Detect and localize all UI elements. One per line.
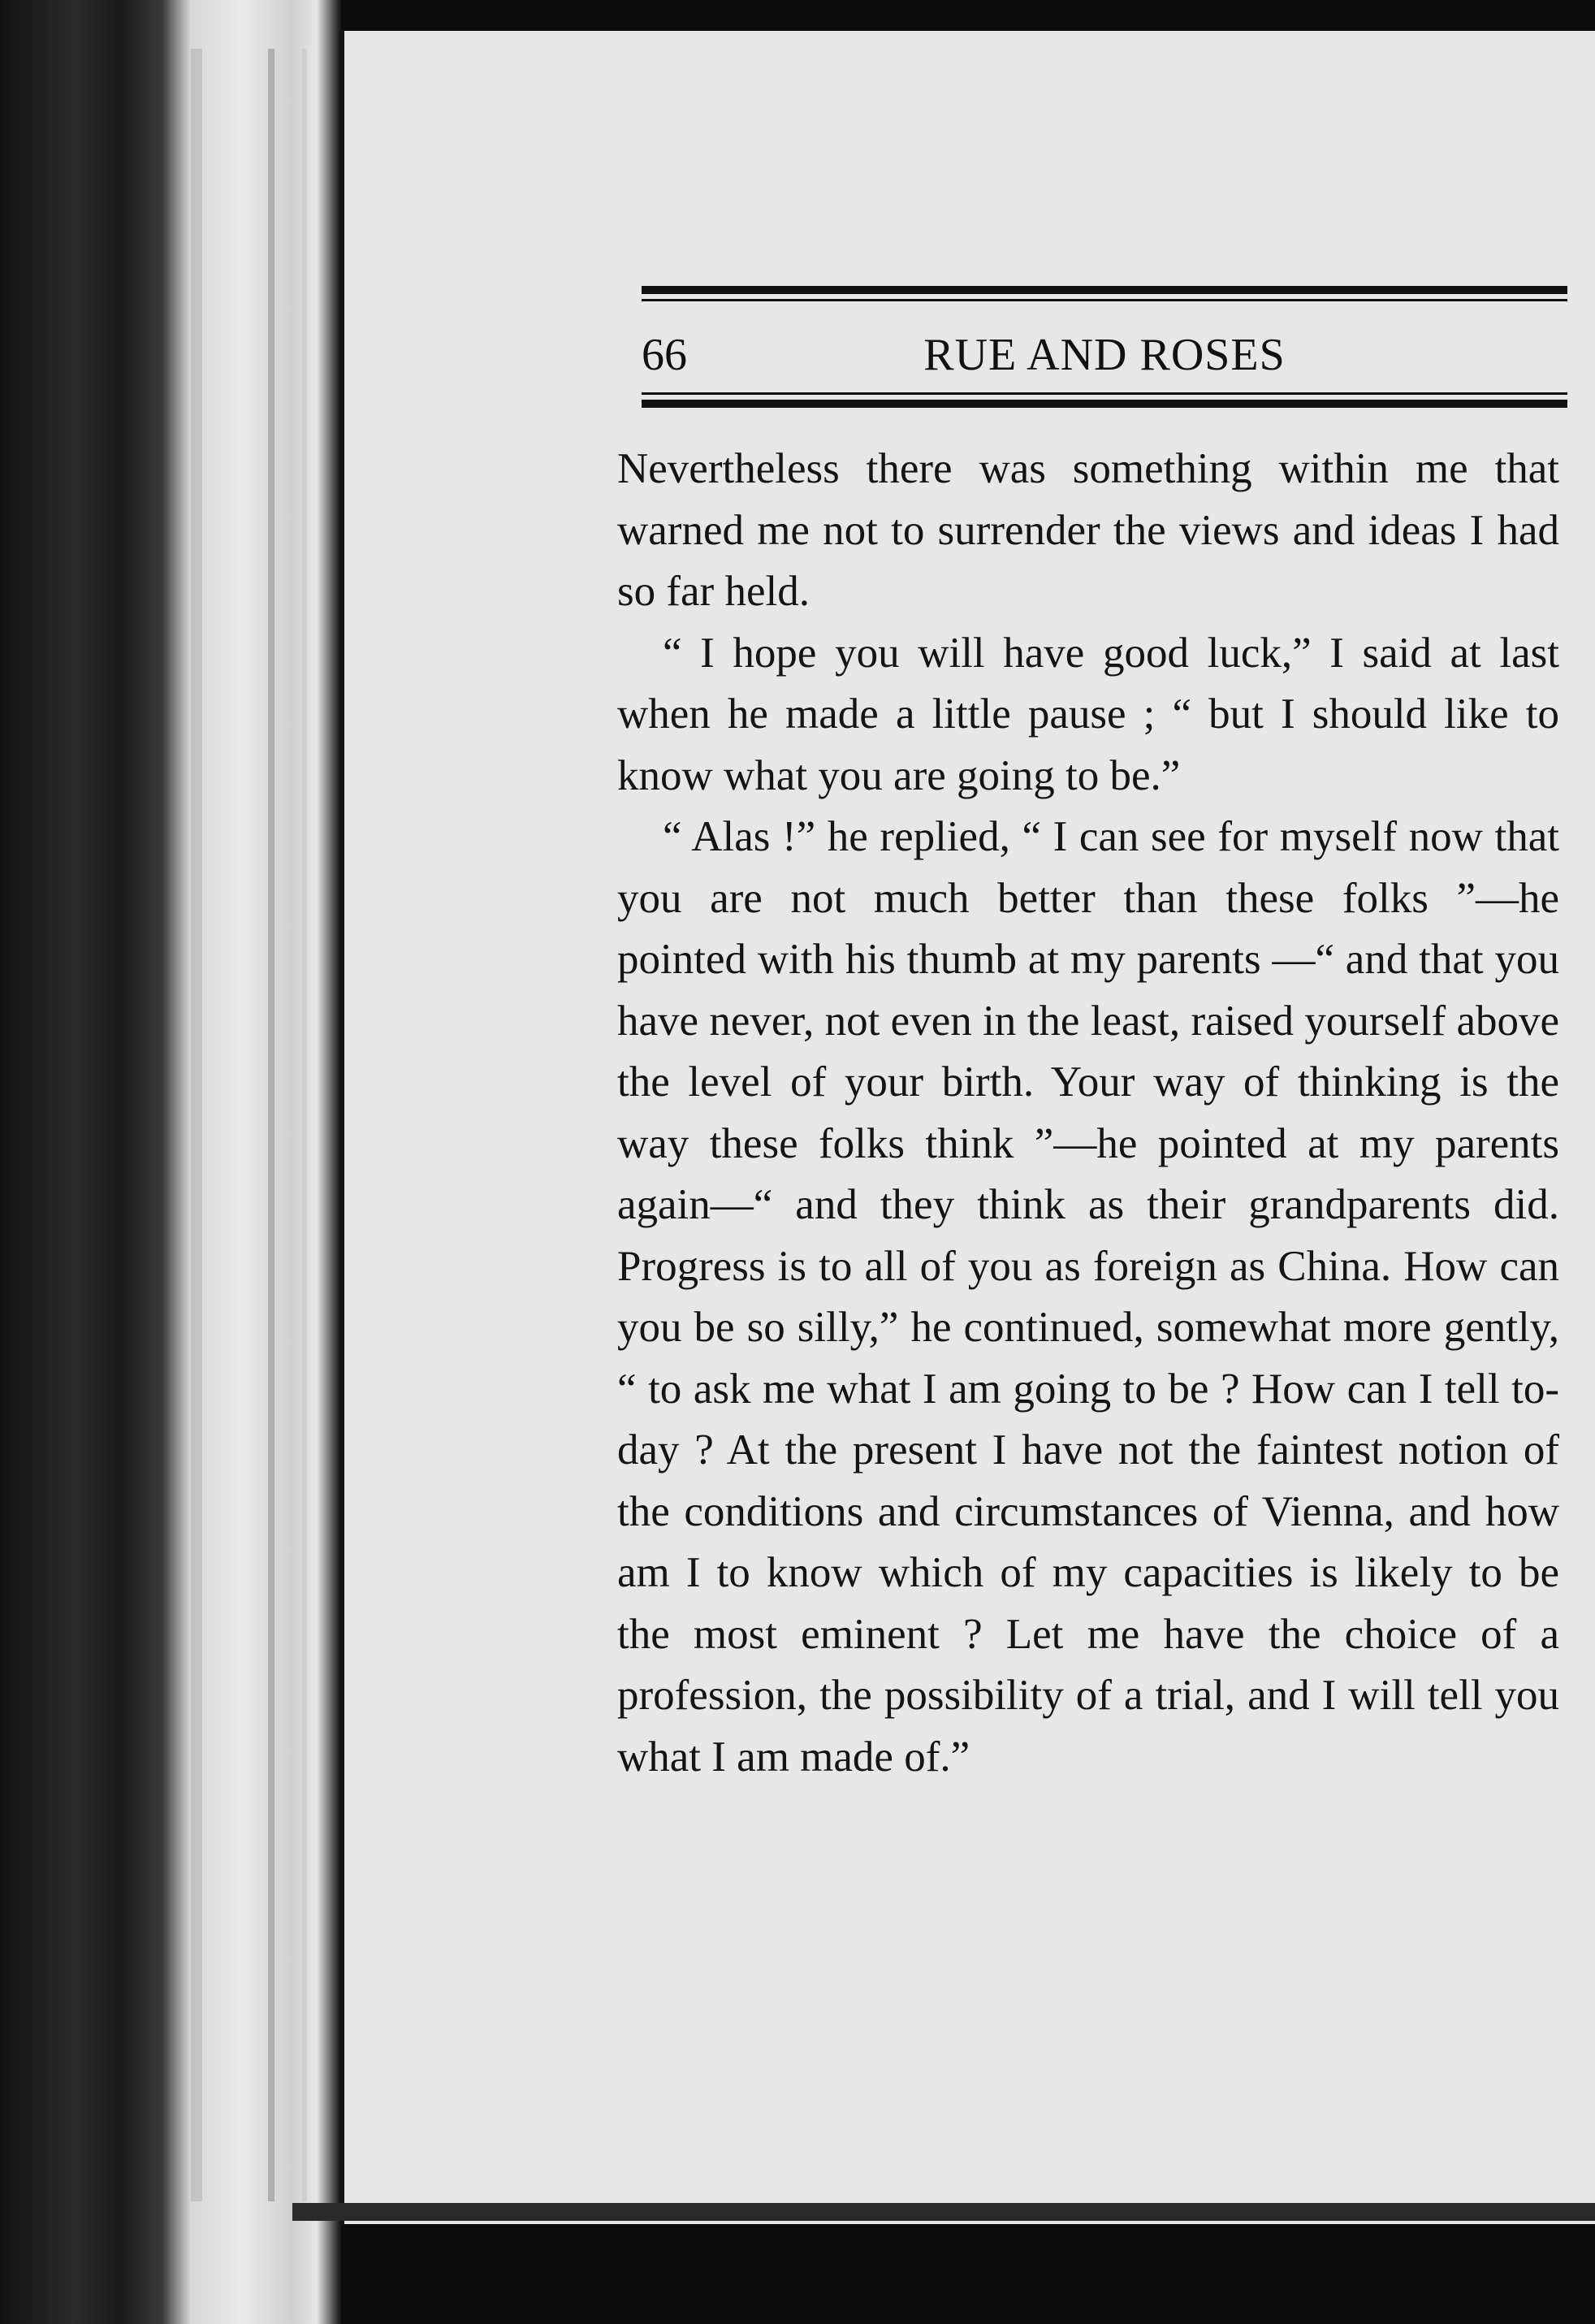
header-rule-top-thick [642,286,1567,294]
paragraph: “ Alas !” he replied, “ I can see for myself now that you are not much better than these folks ”—he pointed with his thumb at my parents —“ and that you have never, not even in the least, raised yourself above the level of your birth. Your way of thinking is the way these folks think ”—he pointed at my parents again—“ and they think as their grandparents did. Progress is to all of you as foreign as China. How can you be so silly,” he continued, somewhat more gently, “ to ask me what I am going to be ? How can I tell to-day ? At the present I have not the faintest notion of the conditions and circumstances of Vienna, and how am I to know which of my capacities is likely to be the most eminent ? Let me have the choice of a profession, the possibility of a trial, and I will tell you what I am made of.” [617,813,1559,1781]
page-bottom-edge [292,2203,1595,2221]
spine-streak [268,49,274,2201]
spine-streak [191,49,202,2201]
header-rule-bottom-thin [642,392,1567,395]
page-number: 66 [642,330,687,380]
running-title: RUE AND ROSES [923,330,1286,380]
spine-streak [302,49,307,2201]
paragraph: Nevertheless there was something within me that warned me not to surrender the views and ideas I had so far held. [617,445,1559,615]
header-row [642,301,1567,392]
paragraph: “ I hope you will have good luck,” I said at last when he made a little pause ; “ but I should like to know what you are going to be.” [617,629,1559,799]
header-rule-bottom-thick [642,400,1567,408]
body-text [617,439,1559,1788]
book-spine-edge [0,0,341,2324]
page-header [642,286,1567,408]
